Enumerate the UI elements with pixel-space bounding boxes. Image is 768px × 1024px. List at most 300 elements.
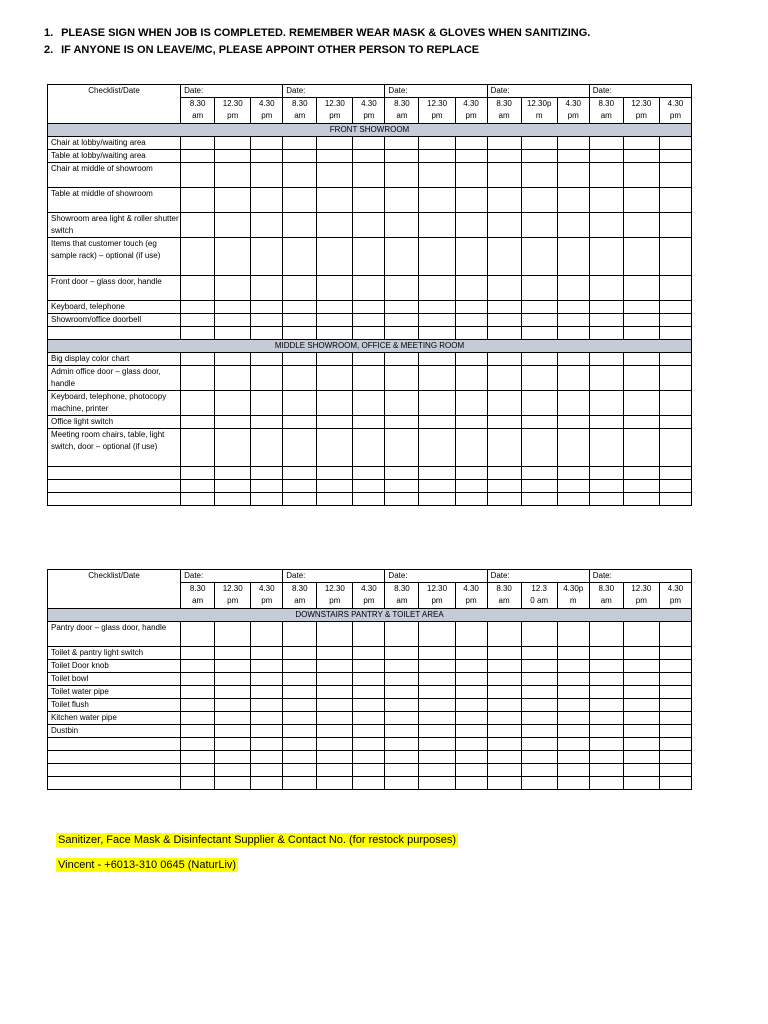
signature-cell[interactable] [181, 764, 215, 777]
signature-cell[interactable] [353, 480, 385, 493]
signature-cell[interactable] [317, 213, 353, 238]
signature-cell[interactable] [353, 301, 385, 314]
signature-cell[interactable] [521, 314, 557, 327]
signature-cell[interactable] [317, 725, 353, 738]
signature-cell[interactable] [317, 353, 353, 366]
signature-cell[interactable] [385, 751, 419, 764]
signature-cell[interactable] [353, 686, 385, 699]
signature-cell[interactable] [181, 163, 215, 188]
signature-cell[interactable] [623, 301, 659, 314]
signature-cell[interactable] [589, 712, 623, 725]
signature-cell[interactable] [353, 493, 385, 506]
signature-cell[interactable] [385, 699, 419, 712]
signature-cell[interactable] [181, 699, 215, 712]
signature-cell[interactable] [283, 150, 317, 163]
signature-cell[interactable] [557, 660, 589, 673]
signature-cell[interactable] [251, 188, 283, 213]
signature-cell[interactable] [251, 699, 283, 712]
signature-cell[interactable] [521, 751, 557, 764]
signature-cell[interactable] [521, 686, 557, 699]
signature-cell[interactable] [317, 686, 353, 699]
signature-cell[interactable] [589, 188, 623, 213]
signature-cell[interactable] [215, 712, 251, 725]
signature-cell[interactable] [455, 712, 487, 725]
signature-cell[interactable] [419, 327, 455, 340]
signature-cell[interactable] [181, 712, 215, 725]
signature-cell[interactable] [317, 416, 353, 429]
signature-cell[interactable] [215, 353, 251, 366]
signature-cell[interactable] [455, 738, 487, 751]
signature-cell[interactable] [589, 276, 623, 301]
signature-cell[interactable] [557, 188, 589, 213]
signature-cell[interactable] [317, 673, 353, 686]
signature-cell[interactable] [589, 673, 623, 686]
signature-cell[interactable] [283, 416, 317, 429]
signature-cell[interactable] [215, 467, 251, 480]
signature-cell[interactable] [251, 137, 283, 150]
signature-cell[interactable] [455, 150, 487, 163]
signature-cell[interactable] [659, 353, 691, 366]
signature-cell[interactable] [283, 764, 317, 777]
signature-cell[interactable] [283, 673, 317, 686]
signature-cell[interactable] [353, 751, 385, 764]
signature-cell[interactable] [353, 238, 385, 276]
signature-cell[interactable] [659, 301, 691, 314]
signature-cell[interactable] [419, 777, 455, 790]
signature-cell[interactable] [353, 163, 385, 188]
signature-cell[interactable] [487, 366, 521, 391]
signature-cell[interactable] [317, 429, 353, 467]
signature-cell[interactable] [251, 163, 283, 188]
signature-cell[interactable] [455, 391, 487, 416]
signature-cell[interactable] [385, 314, 419, 327]
signature-cell[interactable] [487, 647, 521, 660]
signature-cell[interactable] [317, 738, 353, 751]
signature-cell[interactable] [283, 327, 317, 340]
signature-cell[interactable] [419, 416, 455, 429]
signature-cell[interactable] [317, 751, 353, 764]
signature-cell[interactable] [487, 353, 521, 366]
date-cell[interactable]: Date: [283, 85, 385, 98]
signature-cell[interactable] [419, 712, 455, 725]
signature-cell[interactable] [215, 751, 251, 764]
signature-cell[interactable] [521, 493, 557, 506]
signature-cell[interactable] [623, 391, 659, 416]
signature-cell[interactable] [589, 660, 623, 673]
signature-cell[interactable] [181, 467, 215, 480]
signature-cell[interactable] [251, 467, 283, 480]
signature-cell[interactable] [659, 738, 691, 751]
signature-cell[interactable] [623, 480, 659, 493]
signature-cell[interactable] [659, 276, 691, 301]
signature-cell[interactable] [659, 712, 691, 725]
signature-cell[interactable] [623, 673, 659, 686]
signature-cell[interactable] [215, 301, 251, 314]
signature-cell[interactable] [353, 673, 385, 686]
signature-cell[interactable] [557, 647, 589, 660]
signature-cell[interactable] [181, 276, 215, 301]
signature-cell[interactable] [385, 391, 419, 416]
signature-cell[interactable] [385, 416, 419, 429]
empty-label-cell[interactable] [48, 467, 181, 480]
signature-cell[interactable] [317, 777, 353, 790]
signature-cell[interactable] [283, 686, 317, 699]
signature-cell[interactable] [623, 660, 659, 673]
signature-cell[interactable] [353, 391, 385, 416]
signature-cell[interactable] [521, 647, 557, 660]
signature-cell[interactable] [521, 150, 557, 163]
signature-cell[interactable] [215, 391, 251, 416]
signature-cell[interactable] [215, 777, 251, 790]
signature-cell[interactable] [487, 712, 521, 725]
date-cell[interactable]: Date: [487, 570, 589, 583]
signature-cell[interactable] [487, 673, 521, 686]
signature-cell[interactable] [589, 764, 623, 777]
signature-cell[interactable] [557, 366, 589, 391]
signature-cell[interactable] [455, 647, 487, 660]
signature-cell[interactable] [487, 622, 521, 647]
signature-cell[interactable] [251, 686, 283, 699]
signature-cell[interactable] [385, 712, 419, 725]
signature-cell[interactable] [455, 622, 487, 647]
signature-cell[interactable] [589, 751, 623, 764]
signature-cell[interactable] [385, 686, 419, 699]
signature-cell[interactable] [385, 163, 419, 188]
signature-cell[interactable] [521, 301, 557, 314]
signature-cell[interactable] [623, 238, 659, 276]
signature-cell[interactable] [589, 686, 623, 699]
signature-cell[interactable] [659, 673, 691, 686]
signature-cell[interactable] [317, 764, 353, 777]
signature-cell[interactable] [353, 276, 385, 301]
signature-cell[interactable] [557, 327, 589, 340]
signature-cell[interactable] [659, 725, 691, 738]
signature-cell[interactable] [181, 327, 215, 340]
signature-cell[interactable] [557, 673, 589, 686]
signature-cell[interactable] [385, 493, 419, 506]
signature-cell[interactable] [557, 213, 589, 238]
signature-cell[interactable] [487, 751, 521, 764]
signature-cell[interactable] [251, 150, 283, 163]
signature-cell[interactable] [283, 314, 317, 327]
signature-cell[interactable] [215, 137, 251, 150]
signature-cell[interactable] [557, 777, 589, 790]
signature-cell[interactable] [353, 647, 385, 660]
signature-cell[interactable] [181, 391, 215, 416]
signature-cell[interactable] [181, 622, 215, 647]
signature-cell[interactable] [623, 493, 659, 506]
signature-cell[interactable] [455, 467, 487, 480]
signature-cell[interactable] [419, 738, 455, 751]
signature-cell[interactable] [181, 314, 215, 327]
signature-cell[interactable] [557, 725, 589, 738]
signature-cell[interactable] [623, 353, 659, 366]
signature-cell[interactable] [557, 467, 589, 480]
signature-cell[interactable] [419, 150, 455, 163]
signature-cell[interactable] [487, 213, 521, 238]
signature-cell[interactable] [215, 622, 251, 647]
signature-cell[interactable] [589, 213, 623, 238]
signature-cell[interactable] [251, 647, 283, 660]
signature-cell[interactable] [487, 301, 521, 314]
signature-cell[interactable] [215, 416, 251, 429]
signature-cell[interactable] [623, 314, 659, 327]
signature-cell[interactable] [251, 366, 283, 391]
signature-cell[interactable] [251, 493, 283, 506]
signature-cell[interactable] [589, 150, 623, 163]
signature-cell[interactable] [385, 353, 419, 366]
signature-cell[interactable] [317, 391, 353, 416]
signature-cell[interactable] [455, 699, 487, 712]
signature-cell[interactable] [589, 314, 623, 327]
signature-cell[interactable] [317, 647, 353, 660]
signature-cell[interactable] [487, 467, 521, 480]
signature-cell[interactable] [353, 188, 385, 213]
signature-cell[interactable] [283, 712, 317, 725]
signature-cell[interactable] [589, 647, 623, 660]
signature-cell[interactable] [557, 429, 589, 467]
signature-cell[interactable] [623, 276, 659, 301]
signature-cell[interactable] [589, 163, 623, 188]
signature-cell[interactable] [317, 366, 353, 391]
signature-cell[interactable] [385, 276, 419, 301]
signature-cell[interactable] [181, 353, 215, 366]
signature-cell[interactable] [215, 660, 251, 673]
signature-cell[interactable] [557, 416, 589, 429]
signature-cell[interactable] [419, 353, 455, 366]
signature-cell[interactable] [589, 353, 623, 366]
signature-cell[interactable] [521, 353, 557, 366]
signature-cell[interactable] [557, 238, 589, 276]
signature-cell[interactable] [521, 622, 557, 647]
signature-cell[interactable] [487, 686, 521, 699]
signature-cell[interactable] [215, 276, 251, 301]
signature-cell[interactable] [317, 238, 353, 276]
signature-cell[interactable] [623, 137, 659, 150]
signature-cell[interactable] [283, 622, 317, 647]
signature-cell[interactable] [521, 712, 557, 725]
signature-cell[interactable] [419, 480, 455, 493]
signature-cell[interactable] [589, 391, 623, 416]
signature-cell[interactable] [283, 353, 317, 366]
signature-cell[interactable] [283, 725, 317, 738]
signature-cell[interactable] [419, 493, 455, 506]
signature-cell[interactable] [455, 276, 487, 301]
signature-cell[interactable] [353, 764, 385, 777]
signature-cell[interactable] [419, 213, 455, 238]
signature-cell[interactable] [353, 429, 385, 467]
signature-cell[interactable] [385, 327, 419, 340]
signature-cell[interactable] [283, 276, 317, 301]
signature-cell[interactable] [589, 738, 623, 751]
signature-cell[interactable] [385, 725, 419, 738]
date-cell[interactable]: Date: [181, 85, 283, 98]
signature-cell[interactable] [623, 699, 659, 712]
signature-cell[interactable] [589, 493, 623, 506]
signature-cell[interactable] [215, 188, 251, 213]
signature-cell[interactable] [487, 238, 521, 276]
empty-label-cell[interactable] [48, 493, 181, 506]
signature-cell[interactable] [623, 467, 659, 480]
signature-cell[interactable] [353, 660, 385, 673]
signature-cell[interactable] [623, 150, 659, 163]
signature-cell[interactable] [215, 163, 251, 188]
signature-cell[interactable] [419, 276, 455, 301]
signature-cell[interactable] [455, 660, 487, 673]
signature-cell[interactable] [557, 493, 589, 506]
signature-cell[interactable] [455, 751, 487, 764]
signature-cell[interactable] [353, 353, 385, 366]
signature-cell[interactable] [215, 327, 251, 340]
signature-cell[interactable] [251, 213, 283, 238]
signature-cell[interactable] [623, 738, 659, 751]
signature-cell[interactable] [419, 660, 455, 673]
signature-cell[interactable] [181, 301, 215, 314]
empty-label-cell[interactable] [48, 327, 181, 340]
signature-cell[interactable] [283, 467, 317, 480]
signature-cell[interactable] [419, 366, 455, 391]
signature-cell[interactable] [317, 712, 353, 725]
signature-cell[interactable] [557, 137, 589, 150]
signature-cell[interactable] [589, 137, 623, 150]
signature-cell[interactable] [419, 391, 455, 416]
signature-cell[interactable] [385, 366, 419, 391]
signature-cell[interactable] [589, 366, 623, 391]
signature-cell[interactable] [283, 738, 317, 751]
signature-cell[interactable] [419, 137, 455, 150]
signature-cell[interactable] [659, 777, 691, 790]
signature-cell[interactable] [385, 738, 419, 751]
signature-cell[interactable] [589, 416, 623, 429]
signature-cell[interactable] [455, 137, 487, 150]
signature-cell[interactable] [353, 366, 385, 391]
signature-cell[interactable] [317, 276, 353, 301]
signature-cell[interactable] [487, 764, 521, 777]
signature-cell[interactable] [419, 725, 455, 738]
signature-cell[interactable] [521, 366, 557, 391]
signature-cell[interactable] [659, 188, 691, 213]
signature-cell[interactable] [557, 301, 589, 314]
signature-cell[interactable] [455, 673, 487, 686]
signature-cell[interactable] [215, 493, 251, 506]
signature-cell[interactable] [419, 764, 455, 777]
signature-cell[interactable] [419, 429, 455, 467]
signature-cell[interactable] [251, 276, 283, 301]
signature-cell[interactable] [353, 137, 385, 150]
signature-cell[interactable] [419, 622, 455, 647]
signature-cell[interactable] [419, 188, 455, 213]
signature-cell[interactable] [317, 622, 353, 647]
signature-cell[interactable] [353, 416, 385, 429]
signature-cell[interactable] [317, 163, 353, 188]
signature-cell[interactable] [623, 429, 659, 467]
signature-cell[interactable] [283, 366, 317, 391]
signature-cell[interactable] [215, 764, 251, 777]
signature-cell[interactable] [251, 429, 283, 467]
signature-cell[interactable] [623, 777, 659, 790]
signature-cell[interactable] [181, 480, 215, 493]
date-cell[interactable]: Date: [589, 570, 691, 583]
signature-cell[interactable] [385, 647, 419, 660]
signature-cell[interactable] [659, 137, 691, 150]
signature-cell[interactable] [487, 163, 521, 188]
signature-cell[interactable] [251, 673, 283, 686]
signature-cell[interactable] [181, 188, 215, 213]
empty-label-cell[interactable] [48, 738, 181, 751]
signature-cell[interactable] [215, 725, 251, 738]
date-cell[interactable]: Date: [385, 570, 487, 583]
signature-cell[interactable] [589, 480, 623, 493]
signature-cell[interactable] [589, 777, 623, 790]
signature-cell[interactable] [589, 238, 623, 276]
signature-cell[interactable] [317, 480, 353, 493]
signature-cell[interactable] [487, 480, 521, 493]
signature-cell[interactable] [215, 673, 251, 686]
signature-cell[interactable] [181, 493, 215, 506]
signature-cell[interactable] [317, 188, 353, 213]
signature-cell[interactable] [283, 480, 317, 493]
signature-cell[interactable] [215, 238, 251, 276]
signature-cell[interactable] [353, 622, 385, 647]
signature-cell[interactable] [455, 429, 487, 467]
signature-cell[interactable] [623, 764, 659, 777]
signature-cell[interactable] [353, 712, 385, 725]
signature-cell[interactable] [487, 188, 521, 213]
signature-cell[interactable] [283, 391, 317, 416]
signature-cell[interactable] [487, 429, 521, 467]
signature-cell[interactable] [487, 738, 521, 751]
signature-cell[interactable] [215, 686, 251, 699]
signature-cell[interactable] [251, 353, 283, 366]
signature-cell[interactable] [455, 366, 487, 391]
signature-cell[interactable] [385, 137, 419, 150]
signature-cell[interactable] [589, 301, 623, 314]
signature-cell[interactable] [181, 738, 215, 751]
signature-cell[interactable] [353, 777, 385, 790]
signature-cell[interactable] [353, 213, 385, 238]
signature-cell[interactable] [521, 429, 557, 467]
signature-cell[interactable] [589, 429, 623, 467]
signature-cell[interactable] [487, 493, 521, 506]
signature-cell[interactable] [251, 660, 283, 673]
signature-cell[interactable] [181, 416, 215, 429]
signature-cell[interactable] [557, 751, 589, 764]
signature-cell[interactable] [521, 725, 557, 738]
signature-cell[interactable] [283, 660, 317, 673]
signature-cell[interactable] [557, 150, 589, 163]
signature-cell[interactable] [353, 150, 385, 163]
signature-cell[interactable] [419, 686, 455, 699]
signature-cell[interactable] [659, 327, 691, 340]
signature-cell[interactable] [385, 660, 419, 673]
signature-cell[interactable] [283, 429, 317, 467]
signature-cell[interactable] [251, 764, 283, 777]
signature-cell[interactable] [385, 622, 419, 647]
signature-cell[interactable] [419, 467, 455, 480]
signature-cell[interactable] [487, 137, 521, 150]
signature-cell[interactable] [385, 213, 419, 238]
signature-cell[interactable] [623, 213, 659, 238]
signature-cell[interactable] [353, 467, 385, 480]
signature-cell[interactable] [521, 238, 557, 276]
signature-cell[interactable] [283, 163, 317, 188]
signature-cell[interactable] [283, 647, 317, 660]
signature-cell[interactable] [283, 699, 317, 712]
empty-label-cell[interactable] [48, 764, 181, 777]
signature-cell[interactable] [317, 150, 353, 163]
signature-cell[interactable] [487, 777, 521, 790]
signature-cell[interactable] [557, 353, 589, 366]
